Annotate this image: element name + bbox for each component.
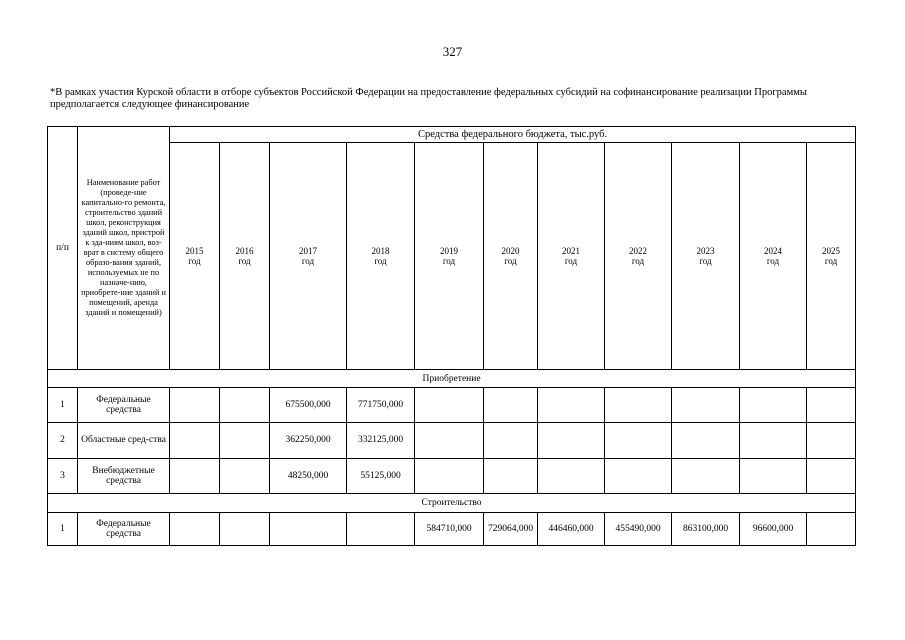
- header-row-funds: [48, 127, 856, 143]
- year-header-2018: [347, 143, 415, 370]
- year-header-unit: год: [631, 256, 645, 267]
- page-number: 327: [442, 44, 463, 59]
- section-row: [48, 370, 856, 388]
- value-cell: 362250,000: [270, 422, 347, 458]
- table-row: [48, 422, 856, 458]
- value-cell: [270, 512, 347, 545]
- value-cell: [484, 422, 538, 458]
- year-header-2017: [270, 143, 347, 370]
- value-cell: [605, 459, 672, 494]
- year-header-value: 2024: [764, 246, 782, 257]
- section-row: [48, 494, 856, 512]
- value-cell: [220, 512, 270, 545]
- value-cell: [538, 459, 605, 494]
- table-row: [48, 459, 856, 494]
- value-cell: [807, 388, 856, 422]
- value-cell: [538, 422, 605, 458]
- year-header-value: 2022: [629, 246, 647, 257]
- year-header-2015: [170, 143, 220, 370]
- year-header-unit: год: [824, 256, 838, 267]
- row-number: 3: [48, 459, 78, 494]
- value-cell: [605, 422, 672, 458]
- value-cell: 332125,000: [347, 422, 415, 458]
- year-header-2021: [538, 143, 605, 370]
- value-cell: [605, 388, 672, 422]
- column-header-work-name: Наименование работ (проведе-ние капитально-го ремонта, строительство зданий школ, реконструкция зданий школ, пристрой к зда-ниям школ, воз-врат в систему общего образо-вания зданий, используемых не по назначе-нию, приобрете-ние зданий и помещений, аренда зданий и помещений): [78, 127, 170, 370]
- value-cell: [484, 388, 538, 422]
- value-cell: [415, 422, 484, 458]
- year-header-2020: [484, 143, 538, 370]
- year-header-2023: [672, 143, 740, 370]
- value-cell: [484, 459, 538, 494]
- value-cell: [807, 422, 856, 458]
- year-header-unit: год: [188, 256, 201, 267]
- section-title: Приобретение: [48, 370, 856, 388]
- value-cell: [740, 459, 807, 494]
- row-number: 1: [48, 512, 78, 545]
- value-cell: [415, 388, 484, 422]
- year-header-value: 2017: [299, 246, 317, 257]
- year-header-value: 2020: [501, 246, 520, 257]
- value-cell: [170, 459, 220, 494]
- value-cell: [170, 422, 220, 458]
- year-header-value: 2023: [696, 246, 715, 257]
- row-funding-source: Внебюджетные средства: [78, 459, 170, 494]
- value-cell: 96600,000: [740, 512, 807, 545]
- value-cell: 771750,000: [347, 388, 415, 422]
- value-cell: [740, 388, 807, 422]
- section-title: Строительство: [48, 494, 856, 512]
- year-header-2025: [807, 143, 856, 370]
- column-header-federal-funds: Средства федерального бюджета, тыс.руб.: [170, 127, 856, 143]
- year-header-value: 2015: [185, 246, 204, 257]
- year-header-2016: [220, 143, 270, 370]
- value-cell: [220, 459, 270, 494]
- year-header-2019: [415, 143, 484, 370]
- value-cell: [415, 459, 484, 494]
- row-number: 2: [48, 422, 78, 458]
- year-header-unit: год: [766, 256, 780, 267]
- value-cell: [220, 388, 270, 422]
- value-cell: 55125,000: [347, 459, 415, 494]
- value-cell: [170, 388, 220, 422]
- year-header-unit: год: [564, 256, 578, 267]
- value-cell: 675500,000: [270, 388, 347, 422]
- year-header-unit: год: [699, 256, 712, 267]
- value-cell: [672, 422, 740, 458]
- year-header-value: 2016: [235, 246, 254, 257]
- year-header-value: 2019: [440, 246, 458, 257]
- value-cell: [807, 459, 856, 494]
- row-number: 1: [48, 388, 78, 422]
- column-header-number: п/п: [48, 127, 78, 370]
- value-cell: 48250,000: [270, 459, 347, 494]
- row-funding-source: Областные сред-ства: [78, 422, 170, 458]
- budget-table: [47, 126, 856, 546]
- value-cell: [220, 422, 270, 458]
- intro-text: *В рамках участия Курской области в отборе субъектов Российской Федерации на предоставление федеральных субсидий на софинансирование реализации Программы предполагается следующее финансирование: [50, 87, 807, 110]
- value-cell: 729064,000: [484, 512, 538, 545]
- value-cell: 584710,000: [415, 512, 484, 545]
- value-cell: 863100,000: [672, 512, 740, 545]
- value-cell: [170, 512, 220, 545]
- value-cell: 455490,000: [605, 512, 672, 545]
- year-header-unit: год: [504, 256, 517, 267]
- year-header-unit: год: [238, 256, 251, 267]
- year-header-2024: [740, 143, 807, 370]
- table-row: [48, 512, 856, 545]
- value-cell: [672, 388, 740, 422]
- value-cell: [538, 388, 605, 422]
- year-header-value: 2021: [562, 246, 580, 257]
- value-cell: [807, 512, 856, 545]
- value-cell: [740, 422, 807, 458]
- year-header-2022: [605, 143, 672, 370]
- year-header-unit: год: [374, 256, 387, 267]
- year-header-unit: год: [301, 256, 315, 267]
- value-cell: 446460,000: [538, 512, 605, 545]
- row-funding-source: Федеральные средства: [78, 512, 170, 545]
- value-cell: [347, 512, 415, 545]
- year-header-value: 2025: [822, 246, 841, 257]
- header-row-years: [48, 143, 856, 370]
- year-header-value: 2018: [371, 246, 390, 257]
- value-cell: [672, 459, 740, 494]
- row-funding-source: Федеральные средства: [78, 388, 170, 422]
- table-row: [48, 388, 856, 422]
- year-header-unit: год: [442, 256, 456, 267]
